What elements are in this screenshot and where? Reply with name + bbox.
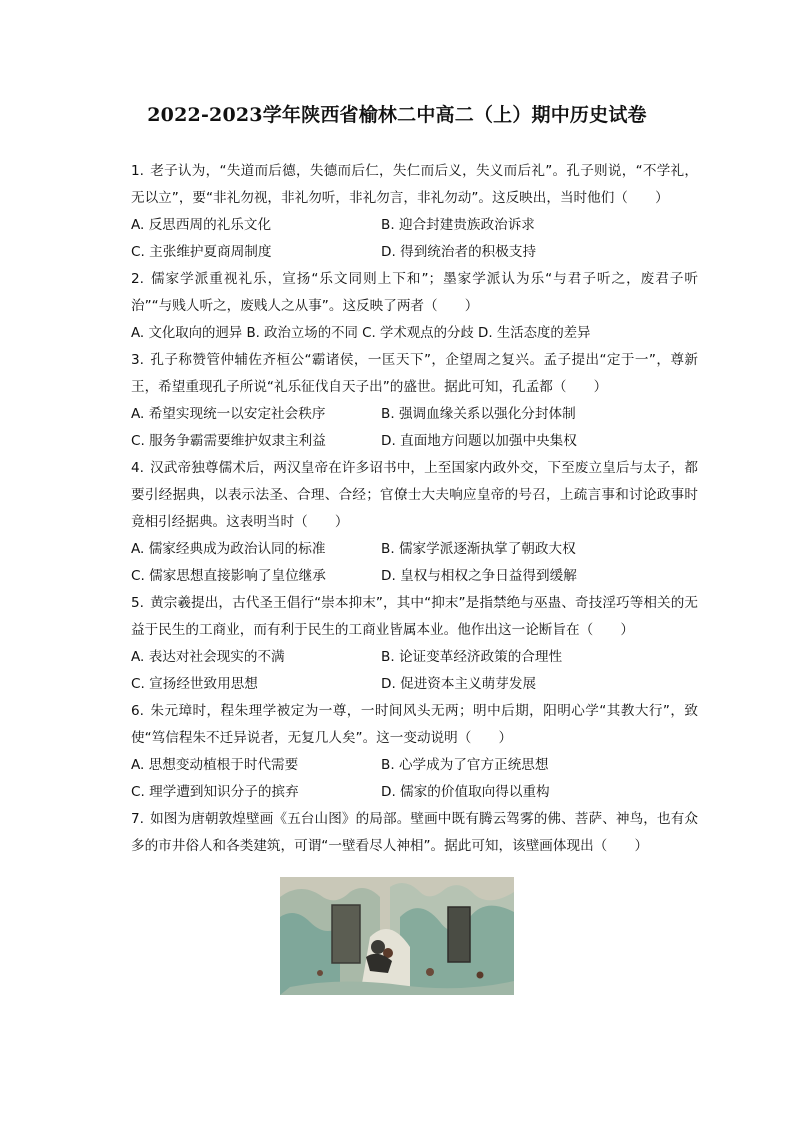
option-c: C. 儒家思想直接影响了皇位继承 (131, 568, 326, 584)
question-stem: 儒家学派重视礼乐，宣扬“乐文同则上下和”；墨家学派认为乐“与君子听之，废君子听治”“与贱人听之，废贱人之从事”。这反映了两者（ ） (131, 271, 698, 314)
question-stem: 朱元璋时，程朱理学被定为一尊，一时间风头无两；明中后期，阳明心学“其教大行”，致使“笃信程朱不迁异说者，无复几人矣”。这一变动说明（ ） (131, 703, 698, 746)
question-stem: 老子认为，“失道而后德，失德而后仁，失仁而后义，失义而后礼”。孔子则说，“不学礼，无以立”，要“非礼勿视，非礼勿听，非礼勿言，非礼勿动”。这反映出，当时他们（ ） (131, 163, 698, 206)
question-number: 3. (131, 352, 144, 368)
option-a: A. 思想变动植根于时代需要 (131, 757, 299, 773)
option-c: C. 学术观点的分歧 (362, 326, 474, 341)
option-a: A. 反思西周的礼乐文化 (131, 217, 272, 233)
option-d: D. 皇权与相权之争日益得到缓解 (381, 568, 577, 584)
question-number: 7. (131, 811, 144, 827)
question-number: 4. (131, 460, 144, 476)
question-stem: 汉武帝独尊儒术后，两汉皇帝在许多诏书中，上至国家内政外交，下至废立皇后与太子，都要引经据典，以表示法圣、合理、合经；官僚士大夫响应皇帝的号召，上疏言事和讨论政事时竟相引经据典。这表明当时（ ） (131, 460, 698, 530)
question-number: 1. (131, 163, 144, 179)
option-d: D. 促进资本主义萌芽发展 (381, 676, 537, 692)
option-b: B. 心学成为了官方正统思想 (381, 757, 549, 773)
question-2 (131, 266, 698, 347)
dunhuang-mural-image (280, 877, 514, 995)
question-number: 2. (131, 271, 144, 287)
option-c: C. 主张维护夏商周制度 (131, 244, 272, 260)
question-1 (131, 158, 698, 266)
question-number: 6. (131, 703, 144, 719)
question-stem: 黄宗羲提出，古代圣王倡行“崇本抑末”，其中“抑末”是指禁绝与巫蛊、奇技淫巧等相关的无益于民生的工商业，而有利于民生的工商业皆属本业。他作出这一论断旨在（ ） (131, 595, 698, 638)
option-a: A. 表达对社会现实的不满 (131, 649, 285, 665)
question-number: 5. (131, 595, 144, 611)
question-stem: 如图为唐朝敦煌壁画《五台山图》的局部。壁画中既有腾云驾雾的佛、菩萨、神鸟，也有众多的市井俗人和各类建筑，可谓“一壁看尽人神相”。据此可知，该壁画体现出（ ） (131, 811, 698, 854)
question-stem: 孔子称赞管仲辅佐齐桓公“霸诸侯，一匡天下”，企望周之复兴。孟子提出“定于一”，尊新王，希望重现孔子所说“礼乐征伐自天子出”的盛世。据此可知，孔孟都（ ） (131, 352, 698, 395)
option-b: B. 迎合封建贵族政治诉求 (381, 217, 535, 233)
page-title: 2022-2023学年陕西省榆林二中高二（上）期中历史试卷 (147, 104, 647, 126)
question-4 (131, 455, 698, 590)
option-b: B. 儒家学派逐渐执掌了朝政大权 (381, 541, 576, 557)
option-a: A. 儒家经典成为政治认同的标准 (131, 541, 326, 557)
option-b: B. 论证变革经济政策的合理性 (381, 649, 563, 665)
option-b: B. 政治立场的不同 (246, 326, 358, 341)
question-7 (131, 806, 698, 860)
question-6 (131, 698, 698, 806)
option-d: D. 直面地方问题以加强中央集权 (381, 433, 577, 449)
option-a: A. 文化取向的迥异 (131, 326, 243, 341)
option-c: C. 理学遭到知识分子的摈弃 (131, 784, 299, 800)
question-5 (131, 590, 698, 698)
question-3 (131, 347, 698, 455)
option-d: D. 儒家的价值取向得以重构 (381, 784, 550, 800)
option-b: B. 强调血缘关系以强化分封体制 (381, 406, 576, 422)
option-c: C. 宣扬经世致用思想 (131, 676, 258, 692)
options-row (131, 320, 698, 347)
option-a: A. 希望实现统一以安定社会秩序 (131, 406, 326, 422)
question-list (131, 158, 698, 860)
option-c: C. 服务争霸需要维护奴隶主利益 (131, 433, 326, 449)
option-d: D. 得到统治者的积极支持 (381, 244, 537, 260)
option-d: D. 生活态度的差异 (478, 326, 591, 341)
